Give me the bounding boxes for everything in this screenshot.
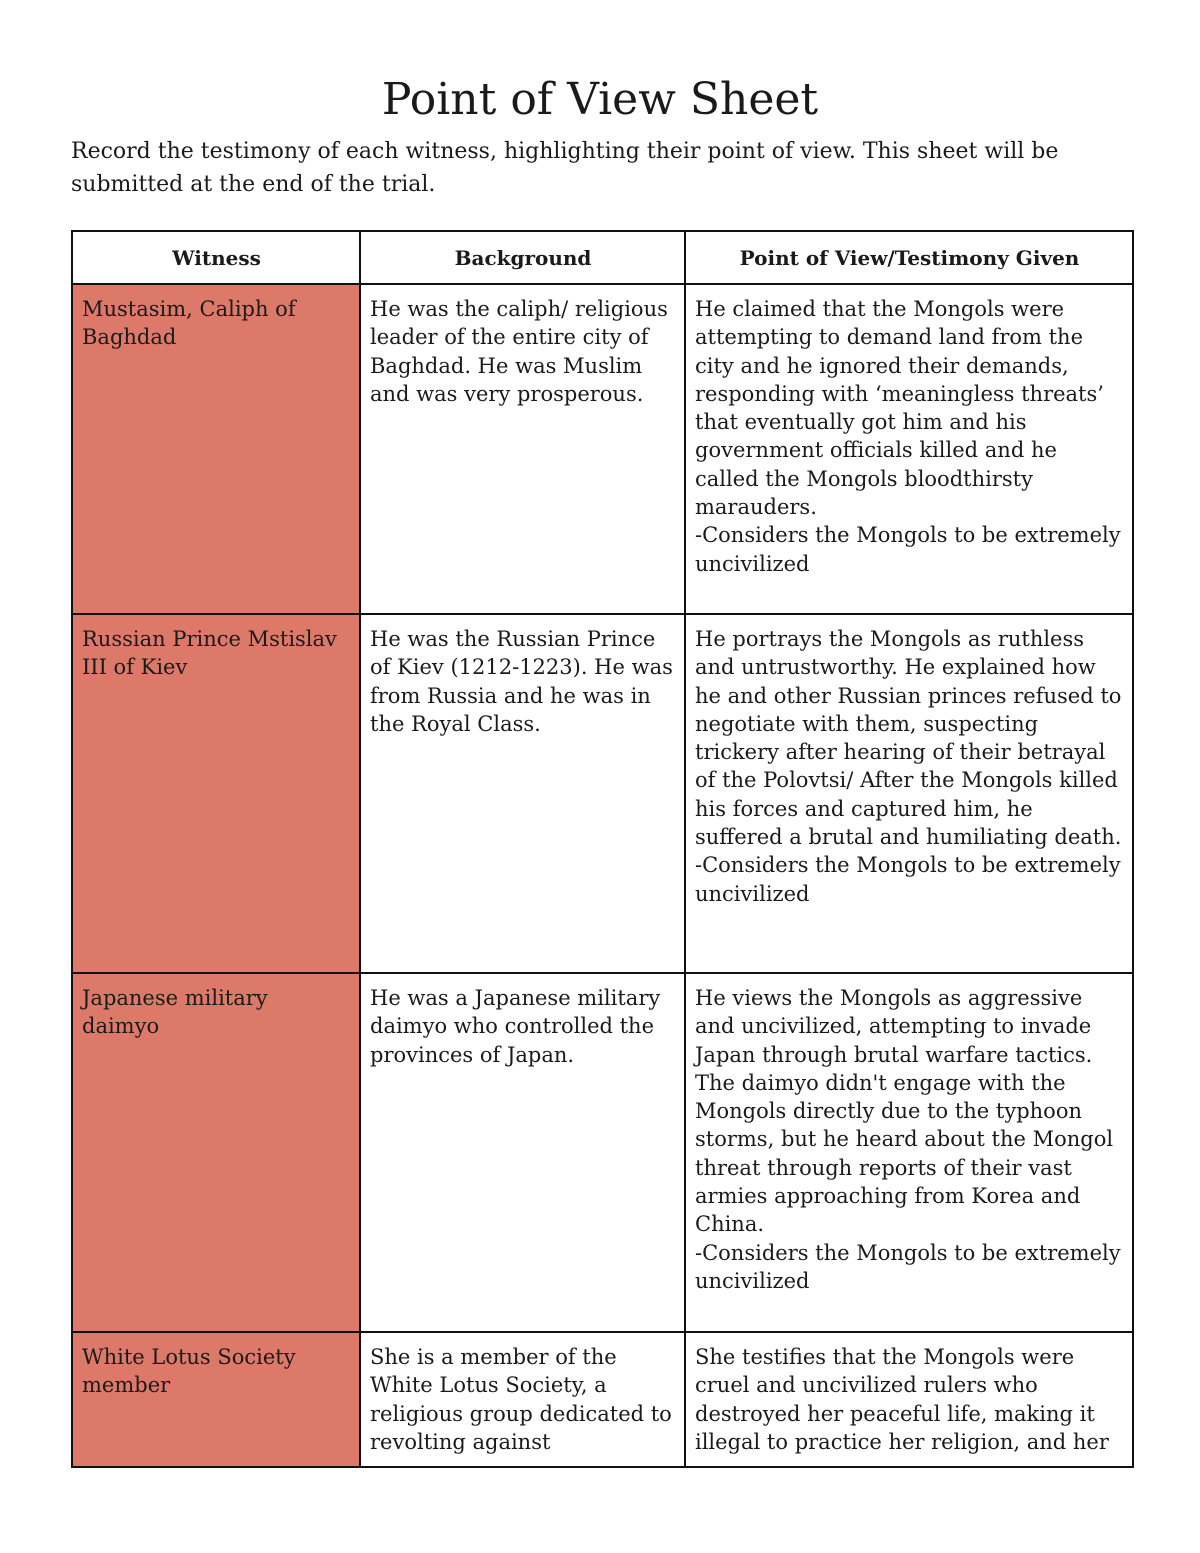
witness-cell: White Lotus Society member bbox=[72, 1332, 360, 1467]
table-row bbox=[72, 284, 1133, 614]
background-cell: She is a member of the White Lotus Society, a religious group dedicated to revolting against bbox=[360, 1332, 685, 1467]
witness-cell: Russian Prince Mstislav III of Kiev bbox=[72, 614, 360, 973]
background-cell: He was the caliph/ religious leader of the entire city of Baghdad. He was Muslim and was very prosperous. bbox=[360, 284, 685, 614]
header-point-of-view: Point of View/Testimony Given bbox=[685, 231, 1133, 284]
table-header-row bbox=[72, 231, 1133, 284]
table-row bbox=[72, 614, 1133, 973]
testimony-cell: He views the Mongols as aggressive and uncivilized, attempting to invade Japan through brutal warfare tactics. The daimyo didn't engage with the Mongols directly due to the typhoon storms, but he heard about the Mongol threat through reports of their vast armies approaching from Korea and China. -Considers the Mongols to be extremely uncivilized bbox=[685, 973, 1133, 1332]
page-title: Point of View Sheet bbox=[381, 74, 819, 125]
point-of-view-table bbox=[71, 230, 1134, 1468]
background-cell: He was a Japanese military daimyo who controlled the provinces of Japan. bbox=[360, 973, 685, 1332]
testimony-cell: He portrays the Mongols as ruthless and untrustworthy. He explained how he and other Russian princes refused to negotiate with them, suspecting trickery after hearing of their betrayal of the Polovtsi/ After the Mongols killed his forces and captured him, he suffered a brutal and humiliating death. -Considers the Mongols to be extremely uncivilized bbox=[685, 614, 1133, 973]
witness-cell: Japanese military daimyo bbox=[72, 973, 360, 1332]
header-witness: Witness bbox=[72, 231, 360, 284]
intro-paragraph: Record the testimony of each witness, highlighting their point of view. This sheet will be submitted at the end of the trial. bbox=[71, 139, 1059, 197]
testimony-cell: She testifies that the Mongols were cruel and uncivilized rulers who destroyed her peaceful life, making it illegal to practice her religion, and her bbox=[685, 1332, 1133, 1467]
testimony-cell: He claimed that the Mongols were attempting to demand land from the city and he ignored their demands, responding with ‘meaningless threats’ that eventually got him and his government officials killed and he called the Mongols bloodthirsty marauders. -Considers the Mongols to be extremely uncivilized bbox=[685, 284, 1133, 614]
header-background: Background bbox=[360, 231, 685, 284]
table-row bbox=[72, 973, 1133, 1332]
table-row bbox=[72, 1332, 1133, 1467]
witness-cell: Mustasim, Caliph of Baghdad bbox=[72, 284, 360, 614]
background-cell: He was the Russian Prince of Kiev (1212-1223). He was from Russia and he was in the Royal Class. bbox=[360, 614, 685, 973]
